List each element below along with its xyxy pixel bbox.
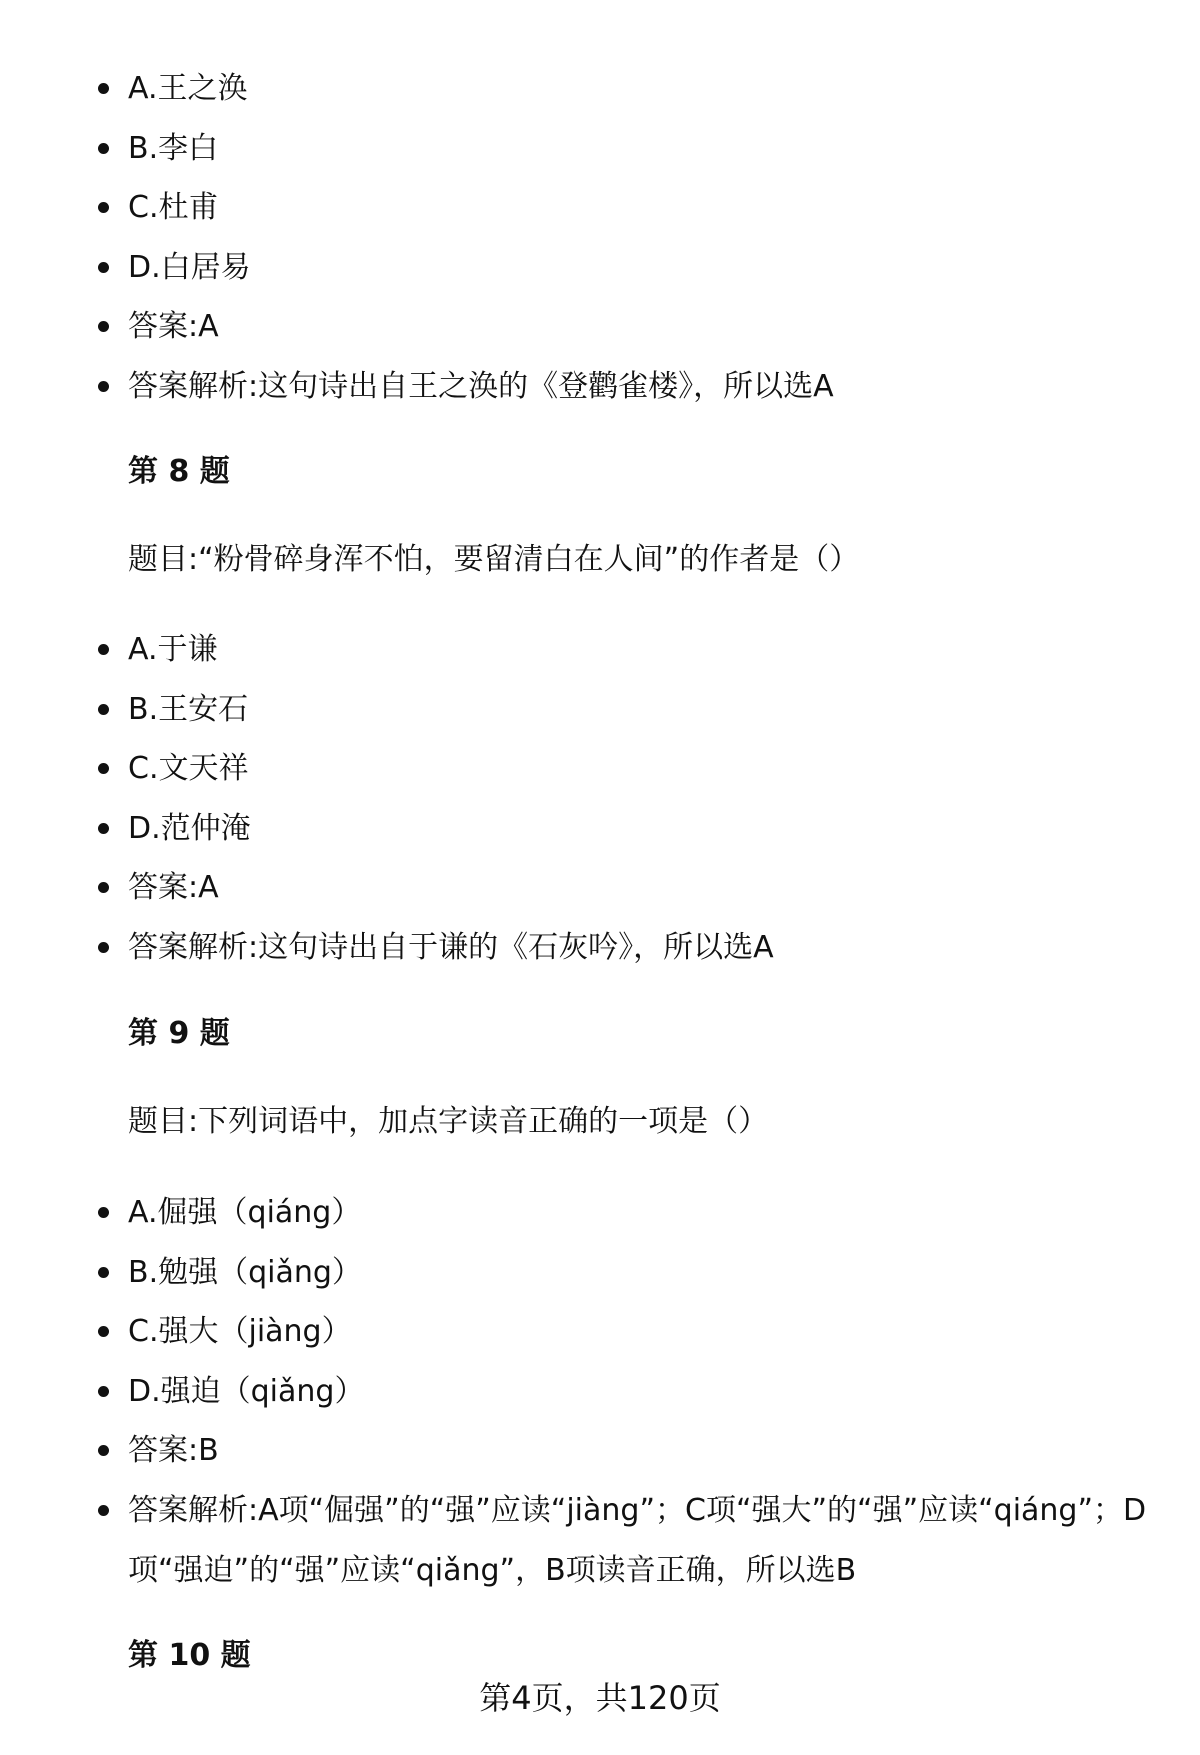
q9-analysis: 答案解析:A项“倔强”的“强”应读“jiàng”；C项“强大”的“强”应读“qiáng”；D项“强迫”的“强”应读“qiǎng”，B项读音正确，所以选B: [0, 1481, 1168, 1601]
q7-options-list: [0, 59, 1200, 416]
q8-option-c: C.文天祥: [0, 739, 1200, 799]
q8-stem: 题目:“粉骨碎身浑不怕，要留清白在人间”的作者是（）: [128, 542, 860, 577]
q9-stem: 题目:下列词语中，加点字读音正确的一项是（）: [128, 1104, 769, 1139]
q9-options-list: [0, 1183, 1200, 1601]
q8-answer: 答案:A: [0, 858, 1200, 918]
page-number: 第4页，共120页: [479, 1679, 721, 1717]
q7-analysis: 答案解析:这句诗出自王之涣的《登鹳雀楼》，所以选A: [0, 357, 1200, 417]
q8-heading: 第 8 题: [128, 454, 230, 489]
q7-option-c: C.杜甫: [0, 178, 1200, 238]
q8-options-list: [0, 620, 1200, 977]
q8-analysis: 答案解析:这句诗出自于谦的《石灰吟》，所以选A: [0, 918, 1200, 978]
q7-option-b: B.李白: [0, 119, 1200, 179]
q9-answer: 答案:B: [0, 1421, 1200, 1481]
q7-option-d: D.白居易: [0, 238, 1200, 298]
q8-option-d: D.范仲淹: [0, 799, 1200, 859]
q10-heading: 第 10 题: [128, 1638, 251, 1673]
q7-answer: 答案:A: [0, 297, 1200, 357]
q9-option-d: D.强迫（qiǎng）: [0, 1362, 1200, 1422]
q8-option-a: A.于谦: [0, 620, 1200, 680]
q7-option-a: A.王之涣: [0, 59, 1200, 119]
q9-option-c: C.强大（jiàng）: [0, 1302, 1200, 1362]
q9-option-a: A.倔强（qiáng）: [0, 1183, 1200, 1243]
q8-option-b: B.王安石: [0, 680, 1200, 740]
q9-heading: 第 9 题: [128, 1016, 230, 1051]
q9-option-b: B.勉强（qiǎng）: [0, 1243, 1200, 1303]
